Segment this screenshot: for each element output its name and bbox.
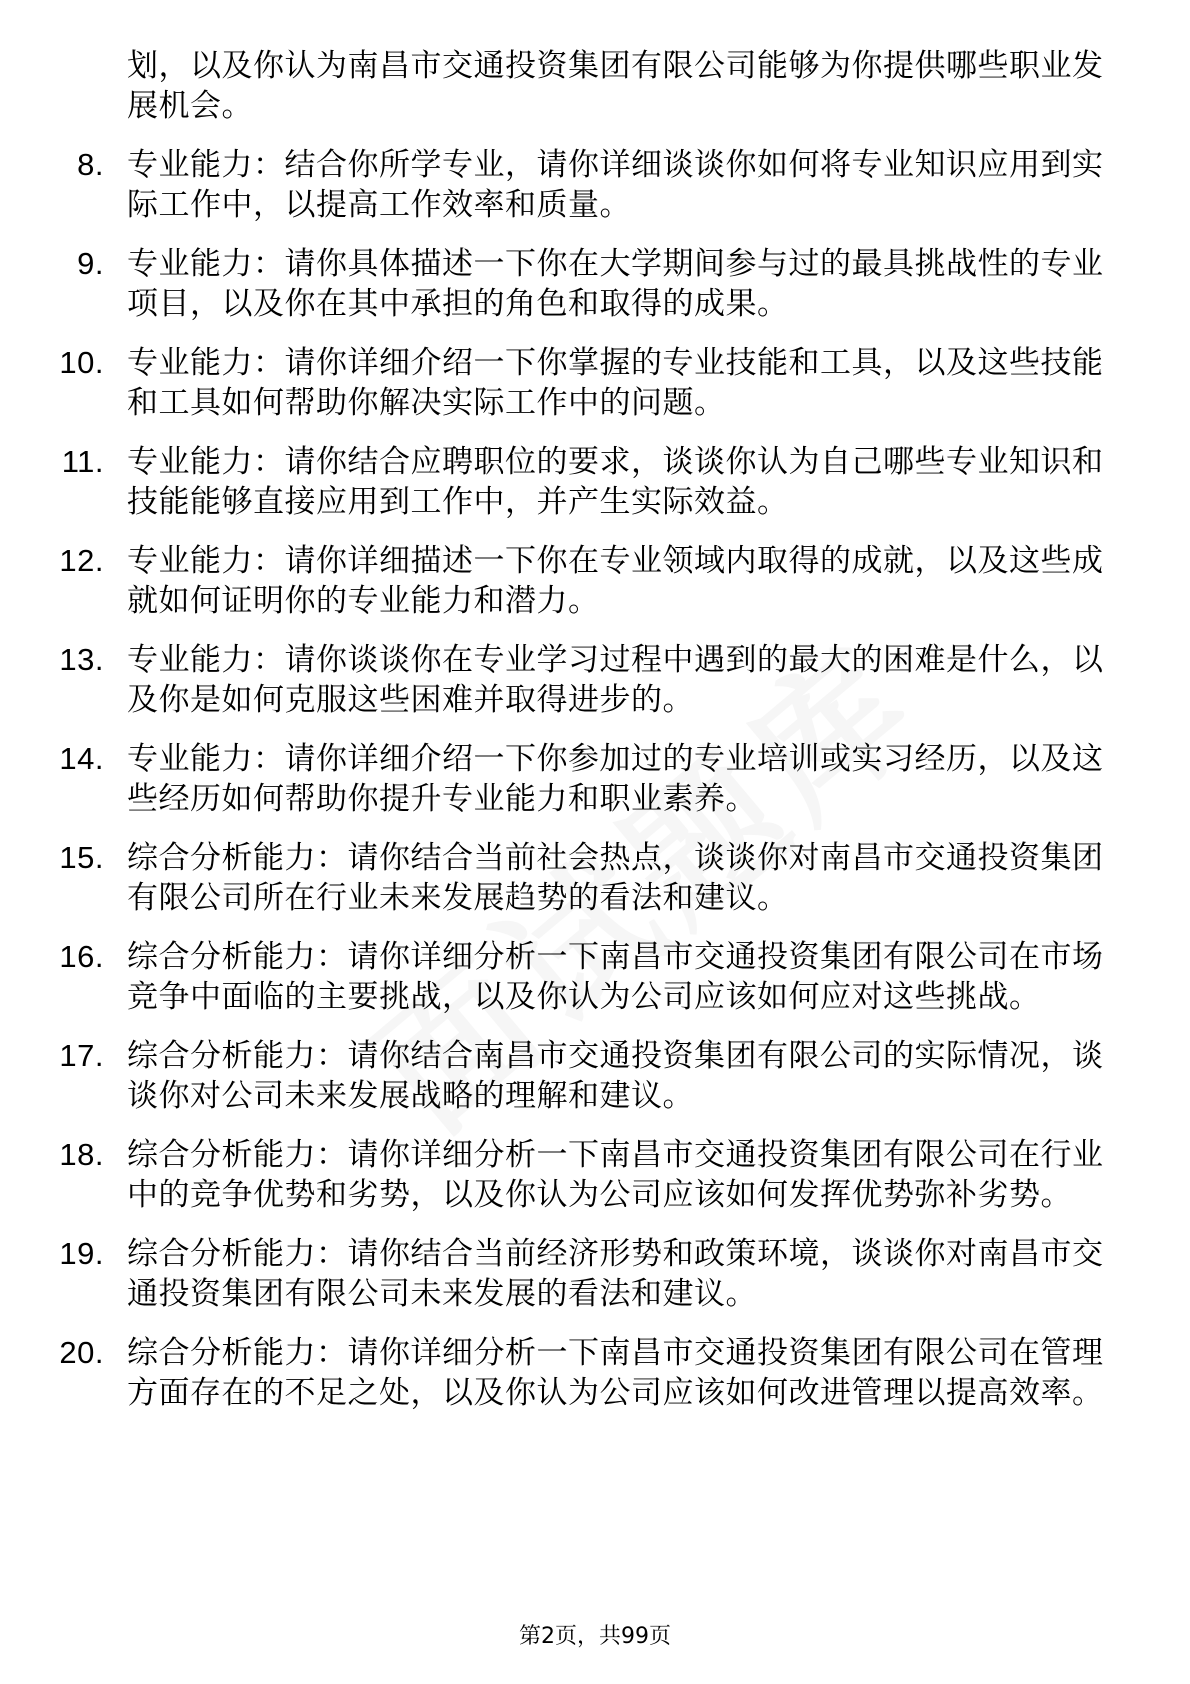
- continuation-paragraph: 划，以及你认为南昌市交通投资集团有限公司能够为你提供哪些职业发展机会。: [127, 48, 1104, 124]
- question-number: 12.: [59, 543, 104, 578]
- question-text: 综合分析能力：请你结合当前经济形势和政策环境，谈谈你对南昌市交通投资集团有限公司未来发展的看法和建议。: [127, 1236, 1104, 1312]
- question-number: 19.: [59, 1236, 104, 1271]
- question-number: 10.: [59, 345, 104, 380]
- list-item: [59, 343, 1107, 423]
- list-item: [77, 244, 1107, 324]
- question-number: 15.: [59, 840, 104, 875]
- question-number: 18.: [59, 1137, 104, 1172]
- question-number: 8.: [77, 147, 104, 182]
- question-text: 综合分析能力：请你结合当前社会热点，谈谈你对南昌市交通投资集团有限公司所在行业未来发展趋势的看法和建议。: [127, 840, 1104, 916]
- list-item: [59, 937, 1107, 1017]
- question-text: 专业能力：结合你所学专业，请你详细谈谈你如何将专业知识应用到实际工作中，以提高工作效率和质量。: [127, 147, 1104, 223]
- question-number: 9.: [77, 246, 104, 281]
- list-item: [59, 1333, 1107, 1413]
- question-text: 综合分析能力：请你结合南昌市交通投资集团有限公司的实际情况，谈谈你对公司未来发展战略的理解和建议。: [127, 1038, 1104, 1114]
- question-text: 综合分析能力：请你详细分析一下南昌市交通投资集团有限公司在行业中的竞争优势和劣势，以及你认为公司应该如何发挥优势弥补劣势。: [127, 1137, 1104, 1213]
- question-list: [0, 145, 1190, 1413]
- question-text: 专业能力：请你结合应聘职位的要求，谈谈你认为自己哪些专业知识和技能能够直接应用到工作中，并产生实际效益。: [127, 444, 1104, 520]
- question-text: 综合分析能力：请你详细分析一下南昌市交通投资集团有限公司在管理方面存在的不足之处，以及你认为公司应该如何改进管理以提高效率。: [127, 1335, 1104, 1411]
- list-item: [59, 1135, 1107, 1215]
- list-item: [59, 541, 1107, 621]
- question-number: 14.: [59, 741, 104, 776]
- question-text: 专业能力：请你详细描述一下你在专业领域内取得的成就，以及这些成就如何证明你的专业能力和潜力。: [127, 543, 1104, 619]
- list-item: [59, 640, 1107, 720]
- list-item: [61, 442, 1107, 522]
- page-content: [0, 46, 1190, 1432]
- list-item: [59, 739, 1107, 819]
- question-text: 专业能力：请你详细介绍一下你参加过的专业培训或实习经历，以及这些经历如何帮助你提升专业能力和职业素养。: [127, 741, 1104, 817]
- question-text: 专业能力：请你详细介绍一下你掌握的专业技能和工具，以及这些技能和工具如何帮助你解决实际工作中的问题。: [127, 345, 1104, 421]
- question-text: 专业能力：请你具体描述一下你在大学期间参与过的最具挑战性的专业项目，以及你在其中承担的角色和取得的成果。: [127, 246, 1104, 322]
- page-footer: 第2页，共99页: [519, 1624, 671, 1649]
- question-number: 11.: [61, 444, 104, 479]
- list-item: [59, 1036, 1107, 1116]
- question-number: 13.: [59, 642, 104, 677]
- list-item: [77, 145, 1107, 225]
- question-text: 综合分析能力：请你详细分析一下南昌市交通投资集团有限公司在市场竞争中面临的主要挑战，以及你认为公司应该如何应对这些挑战。: [127, 939, 1104, 1015]
- question-number: 16.: [59, 939, 104, 974]
- question-number: 20.: [59, 1335, 104, 1370]
- list-item: [59, 1234, 1107, 1314]
- list-item: [59, 838, 1107, 918]
- question-text: 专业能力：请你谈谈你在专业学习过程中遇到的最大的困难是什么，以及你是如何克服这些困难并取得进步的。: [127, 642, 1104, 718]
- question-number: 17.: [59, 1038, 104, 1073]
